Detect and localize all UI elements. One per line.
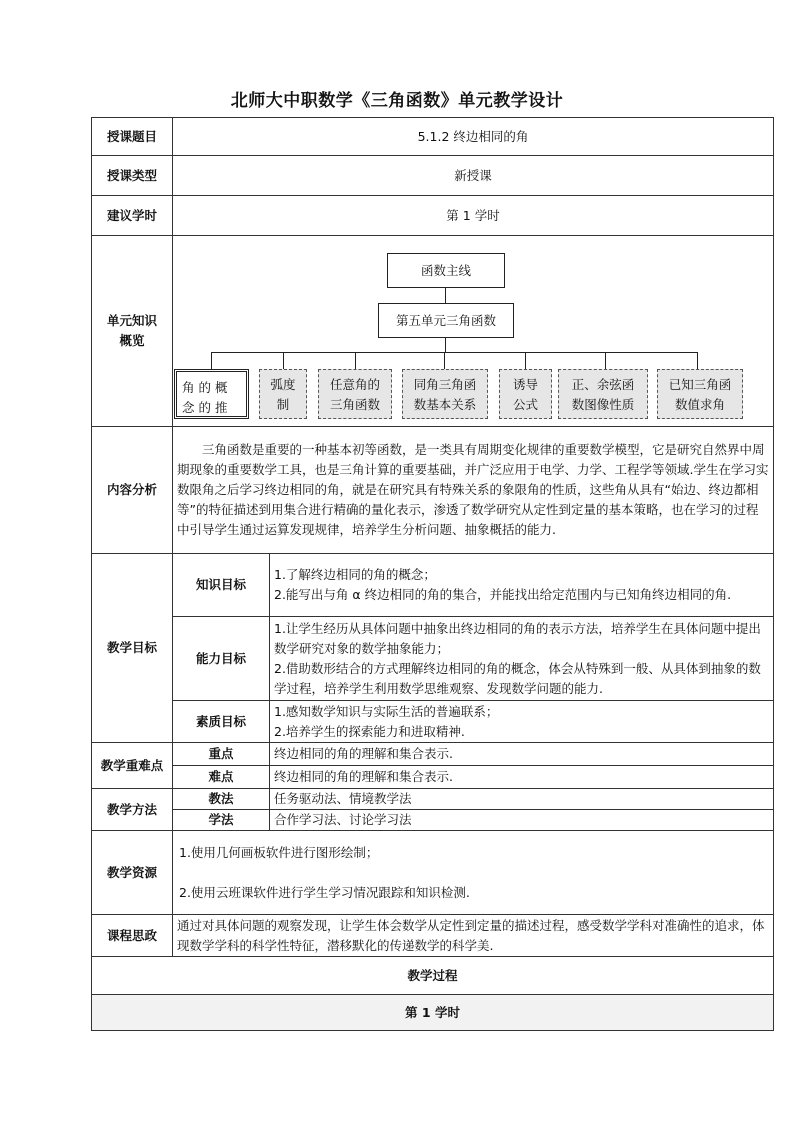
methods-label: 教学方法	[92, 789, 173, 831]
main-line-box: 函数主线	[387, 253, 505, 288]
overview-label-line2: 概览	[119, 333, 145, 348]
topic-4-line1: 同角三角函	[413, 377, 477, 392]
topic-5-line2: 公式	[512, 397, 538, 412]
row-overview	[92, 236, 774, 427]
document-title: 北师大中职数学《三角函数》单元教学设计	[230, 91, 564, 111]
topic-value: 5.1.2 终边相同的角	[173, 118, 774, 156]
unit-box: 第五单元三角函数	[378, 303, 514, 338]
knowledge-goal-item-1: 1.了解终边相同的角的概念；	[274, 567, 436, 582]
topic-2-line2: 制	[276, 397, 290, 412]
hours-label: 建议学时	[92, 196, 173, 236]
learn-method-label: 学法	[173, 810, 270, 831]
quality-goal-label: 素质目标	[173, 701, 270, 743]
row-learn-method	[92, 810, 774, 831]
row-ideology	[92, 915, 774, 957]
row-goal-quality	[92, 701, 774, 743]
key-points-label: 教学重难点	[92, 743, 173, 789]
row-topic	[92, 118, 774, 156]
connector-unit-bar	[445, 338, 446, 352]
ideology-text: 通过对具体问题的观察发现，让学生体会数学从定性到定量的描述过程，感受数学学科对准确性的追求，体现数学学科的科学性特征，潜移默化的传递数学的科学美.	[173, 915, 774, 957]
lesson-plan-table	[91, 117, 774, 1031]
resource-item-2: 2.使用云班课软件进行学生学习情况跟踪和知识检测.	[179, 884, 470, 900]
quality-goal-item-2: 2.培养学生的探索能力和进取精神.	[274, 723, 465, 739]
topic-1-line1: 角 的 概	[182, 380, 228, 395]
row-teach-method	[92, 789, 774, 810]
hours-value: 第 1 学时	[173, 196, 774, 236]
row-hours	[92, 196, 774, 236]
connector-topic-6	[605, 352, 606, 369]
connector-topic-5	[525, 352, 526, 369]
resources-cell	[173, 831, 774, 915]
connector-topic-7	[697, 352, 698, 369]
connector-topic-4	[444, 352, 445, 369]
resources-label: 教学资源	[92, 831, 173, 915]
knowledge-goal-cell	[270, 554, 774, 617]
content-analysis-cell	[173, 427, 774, 554]
overview-label-line1: 单元知识	[106, 313, 157, 328]
connector-topic-3	[355, 352, 356, 369]
ability-goal-label: 能力目标	[173, 617, 270, 701]
topic-label: 授课题目	[92, 118, 173, 156]
topic-1-line2: 念 的 推	[182, 400, 228, 415]
topic-box-find-angle	[657, 369, 743, 419]
connector-topic-1	[211, 352, 212, 369]
hard-point-value: 终边相同的角的理解和集合表示.	[270, 766, 774, 789]
connector-topic-2	[283, 352, 284, 369]
resource-item-1: 1.使用几何画板软件进行图形绘制；	[179, 844, 379, 860]
knowledge-goal-label: 知识目标	[173, 554, 270, 617]
ability-goal-cell	[270, 617, 774, 701]
topic-5-line1: 诱导	[512, 377, 538, 392]
ability-goal-item-1: 1.让学生经历从具体问题中抽象出终边相同的角的表示方法，培养学生在具体问题中提出数学研究对象的数学抽象能力；	[274, 620, 761, 656]
content-analysis-label: 内容分析	[92, 427, 173, 554]
ideology-label: 课程思政	[92, 915, 173, 957]
teach-method-value: 任务驱动法、情境教学法	[270, 789, 774, 810]
type-value: 新授课	[173, 156, 774, 196]
row-hard-point	[92, 766, 774, 789]
row-type	[92, 156, 774, 196]
row-goal-ability	[92, 617, 774, 701]
topic-3-line1: 任意角的	[329, 377, 380, 392]
overview-diagram-cell	[173, 236, 774, 427]
knowledge-diagram	[173, 236, 769, 426]
type-label: 授课类型	[92, 156, 173, 196]
topic-3-line2: 三角函数	[329, 397, 380, 412]
ability-goal-item-2: 2.借助数形结合的方式理解终边相同的角的概念，体会从特殊到一般、从具体到抽象的数学过程，培养学生利用数学思维观察、发现数学问题的能力.	[274, 660, 761, 696]
hard-point-label: 难点	[173, 766, 270, 789]
row-process	[92, 957, 774, 995]
connector-main-unit	[445, 288, 446, 303]
topic-2-line1: 弧度	[270, 377, 296, 392]
learn-method-value: 合作学习法、讨论学习法	[270, 810, 774, 831]
row-period	[92, 995, 774, 1031]
topic-4-line2: 数基本关系	[413, 397, 477, 412]
key-point-value: 终边相同的角的理解和集合表示.	[270, 743, 774, 766]
row-key-point	[92, 743, 774, 766]
teach-method-label: 教法	[173, 789, 270, 810]
row-goal-knowledge	[92, 554, 774, 617]
topic-7-line2: 数值求角	[674, 397, 725, 412]
topic-box-induction-formulas	[499, 369, 552, 419]
period-heading: 第 1 学时	[92, 995, 774, 1031]
topic-box-trig-any-angle	[318, 369, 392, 419]
topic-box-same-angle-relations	[402, 369, 488, 419]
quality-goal-cell	[270, 701, 774, 743]
row-content-analysis	[92, 427, 774, 554]
overview-label	[92, 236, 173, 427]
row-resources	[92, 831, 774, 915]
content-analysis-text: 三角函数是重要的一种基本初等函数，是一类具有周期变化规律的重要数学模型，它是研究自然界中周期现象的重要数学工具，也是三角计算的重要基础，并广泛应用于电学、力学、工程学等领域.学生在学习实数限角之后学习终边相同的角，就是在研究具有特殊关系的象限角的性质，这些角从具有“始边、终边都相等”的特征描述到用集合进行精确的量化表示，渗透了数学研究从定性到定量的基本策略，也在学习的过程中引导学生通过运算发现规律，培养学生分析问题、抽象概括的能力.	[177, 442, 769, 537]
topic-box-sin-cos-graphs	[558, 369, 648, 419]
topic-6-line2: 数图像性质	[571, 397, 635, 412]
key-point-label: 重点	[173, 743, 270, 766]
topic-box-angle-concept	[174, 369, 249, 419]
topic-6-line1: 正、余弦函	[571, 377, 635, 392]
goals-label: 教学目标	[92, 554, 173, 743]
process-heading: 教学过程	[92, 957, 774, 995]
knowledge-goal-item-2: 2.能写出与角 α 终边相同的角的集合，并能找出给定范围内与已知角终边相同的角.	[274, 587, 732, 602]
topic-box-radian	[259, 369, 307, 419]
topic-7-line1: 已知三角函	[668, 377, 732, 392]
quality-goal-item-1: 1.感知数学知识与实际生活的普遍联系；	[274, 703, 499, 719]
